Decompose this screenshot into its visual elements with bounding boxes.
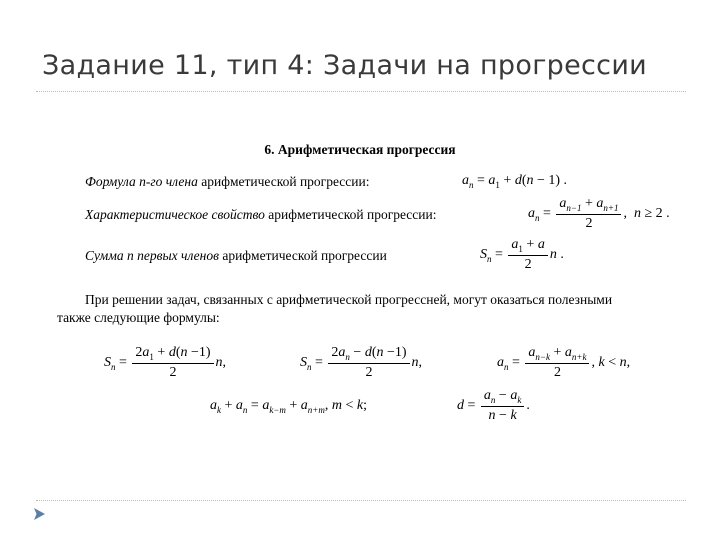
index-sum-formula: $a_k + a_n = a_{k-m} + a_{n+m}$, m < k; [210, 398, 368, 415]
triangle-bullet-icon [32, 507, 46, 521]
sum-formula-alt-1: $S_n$ = $\frac{2a_1 + d(n -1)}{2}$ n, [104, 345, 227, 380]
slide-title: Задание 11, тип 4: Задачи на прогрессии [42, 50, 648, 81]
section-heading: 6. Арифметическая прогрессия [264, 142, 456, 157]
nth-term-text: арифметической прогрессии: [197, 174, 370, 189]
sum-text: арифметической прогрессии [218, 248, 387, 263]
paragraph-line-2: также следующие формулы: [57, 310, 220, 325]
sum-formula-alt-2: $S_n$ = $\frac{2a_n - d(n -1)}{2}$ n, [300, 345, 423, 380]
property-text: арифметической прогрессии: [264, 207, 437, 222]
paragraph-line-1: При решении задач, связанных с арифметической прогрессней, могут оказаться полезными [85, 292, 613, 307]
nth-term-description [85, 174, 369, 190]
title-divider [36, 91, 686, 92]
sum-description [85, 248, 387, 264]
property-formula: $a_n$ = $\frac{a_{n-1} + a_{n+1}}{2}$ , n ≥ 2 . [528, 196, 670, 231]
difference-formula: d = $\frac{a_n - a_k}{n - k}$ . [457, 388, 530, 423]
sum-formula: $S_n$ = $\frac{a_1 + a}{2}$ n . [480, 237, 564, 272]
footer-divider [36, 500, 686, 501]
property-description [85, 207, 437, 223]
symmetric-term-formula: $a_n$ = $\frac{a_{n-k} + a_{n+k}}{2}$ , k < n, [497, 345, 631, 380]
sum-italic: Сумма n первых членов [85, 248, 219, 263]
nth-term-italic: Формула n-го члена [85, 174, 198, 189]
nth-term-formula: $a_n = a_1 + d(n - 1)$ . [462, 173, 568, 190]
property-italic: Характеристическое свойство [85, 207, 265, 222]
